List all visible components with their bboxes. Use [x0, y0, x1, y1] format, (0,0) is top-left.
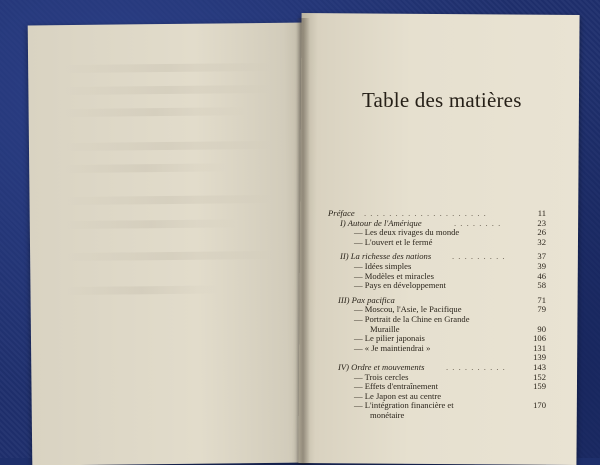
toc-entry-label: I) Autour de l'Amérique: [340, 217, 422, 228]
toc-entry-label: monétaire: [370, 409, 405, 420]
toc-entry-page: 159: [533, 381, 546, 392]
toc-entry-page: 131: [533, 342, 546, 353]
toc-entry-label: — Effets d'entraînement: [354, 381, 438, 392]
toc-entry-page: 26: [537, 227, 546, 238]
show-through-text: [63, 63, 271, 73]
toc-entry-page: 46: [537, 270, 546, 281]
toc-entry: [328, 401, 546, 411]
toc-entry-page: 106: [533, 333, 546, 344]
toc-entry-label: — L'ouvert et le fermé: [354, 236, 433, 247]
toc-entry: [328, 281, 546, 291]
toc-entry-page: 152: [533, 371, 546, 382]
toc-entry: [328, 411, 546, 421]
toc-entry-label: Préface: [328, 208, 355, 218]
toc-entry-label: III) Pax pacifica: [338, 294, 395, 305]
toc-entry: [328, 344, 546, 354]
book-gutter: [296, 18, 310, 464]
toc-entry-page: 32: [537, 236, 546, 247]
show-through-text: [65, 285, 218, 295]
left-page: [28, 23, 311, 465]
show-through-text: [64, 163, 227, 173]
table-of-contents: [328, 209, 546, 420]
toc-entry-page: 23: [537, 217, 546, 228]
show-through-text: [65, 251, 273, 261]
toc-entry-label: — Le pilier japonais: [354, 333, 425, 344]
toc-entry-label: — Trois cercles: [354, 371, 409, 382]
show-through-text: [65, 195, 273, 205]
toc-entry-label: — Portrait de la Chine en Grande: [354, 313, 470, 324]
toc-entry: [328, 238, 546, 248]
toc-title: Table des matières: [362, 88, 522, 112]
toc-entry-page: 90: [537, 323, 546, 334]
toc-entry-label: II) La richesse des nations: [340, 251, 432, 262]
toc-entry-label: — L'intégration financière et: [354, 400, 454, 411]
toc-entry-page: 79: [537, 304, 546, 315]
toc-entry-label: — Le Japon est au centre: [354, 390, 442, 401]
show-through-text: [63, 85, 271, 95]
toc-entry-label: — « Je maintiendrai »: [354, 342, 431, 353]
toc-entry-page: 71: [537, 294, 546, 305]
dot-leader: . . . . . . . . . . . . . . . . . . . .: [364, 208, 487, 218]
toc-entry-label: IV) Ordre et mouvements: [338, 361, 425, 372]
toc-entry-label: — Moscou, l'Asie, le Pacifique: [354, 304, 462, 315]
toc-entry-page: 143: [533, 361, 546, 372]
toc-entry-label: — Les deux rivages du monde: [354, 227, 460, 238]
toc-entry-page: 11: [537, 208, 546, 218]
dot-leader: . . . . . . . .: [454, 217, 502, 228]
toc-entry-page: 39: [537, 260, 546, 271]
dot-leader: . . . . . . . . . .: [446, 361, 506, 372]
toc-entry-page: 58: [537, 280, 546, 291]
toc-entry-page: 37: [537, 251, 546, 262]
toc-entry-label: — Idées simples: [354, 260, 412, 271]
show-through-text: [64, 107, 247, 117]
show-through-text: [64, 141, 272, 151]
toc-entry-page: 139: [533, 352, 546, 363]
dot-leader: . . . . . . . . .: [452, 251, 506, 262]
toc-entry-label: — Modèles et miracles: [354, 270, 434, 281]
toc-entry: [328, 315, 546, 325]
show-through-text: [65, 219, 238, 229]
toc-entry-label: — Pays en développement: [354, 280, 446, 291]
toc-entry-label: Muraille: [370, 323, 400, 334]
toc-entry-page: 170: [533, 400, 546, 411]
